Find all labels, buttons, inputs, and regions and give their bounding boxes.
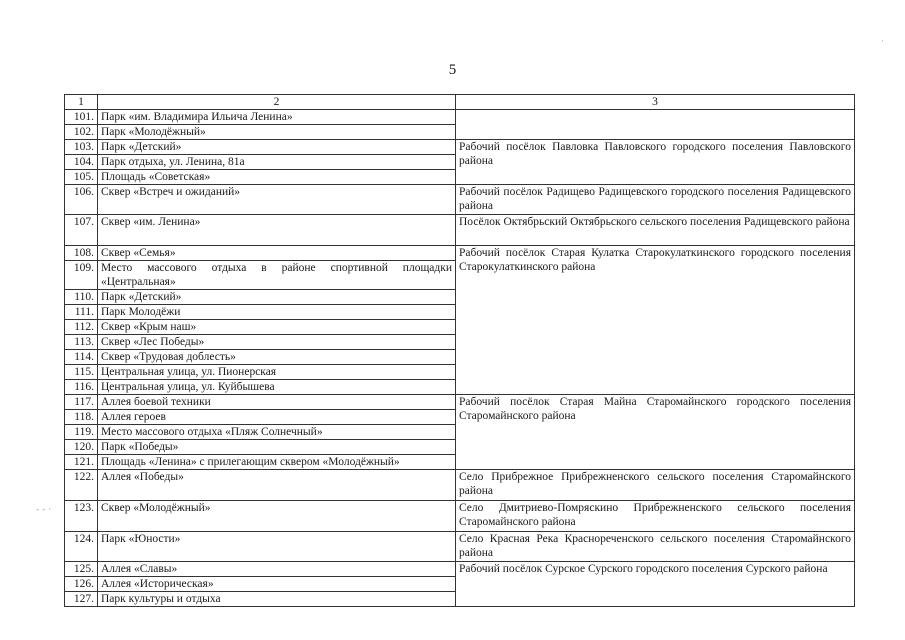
- table-row: [65, 532, 855, 562]
- row-number: 117.: [65, 395, 98, 410]
- row-number: 126.: [65, 577, 98, 592]
- site-name: Аллея «Победы»: [98, 470, 456, 501]
- site-name: Сквер «Лес Победы»: [98, 335, 456, 350]
- locality-cell: Рабочий посёлок Старая Кулатка Старокулаткинского городского поселения Старокулаткинского района: [456, 246, 855, 395]
- table-row: [65, 215, 855, 246]
- row-number: 105.: [65, 170, 98, 185]
- site-name: Сквер «Встреч и ожиданий»: [98, 185, 456, 215]
- table-row: [65, 470, 855, 501]
- locality-cell: Рабочий посёлок Павловка Павловского городского поселения Павловского района: [456, 140, 855, 185]
- row-number: 112.: [65, 320, 98, 335]
- site-name: Парк Молодёжи: [98, 305, 456, 320]
- row-number: 110.: [65, 290, 98, 305]
- row-number: 109.: [65, 261, 98, 290]
- column-header: 3: [456, 95, 855, 110]
- table-row: [65, 110, 855, 125]
- locality-cell: [456, 110, 855, 140]
- site-name: Аллея «Славы»: [98, 562, 456, 577]
- row-number: 122.: [65, 470, 98, 501]
- site-name: Парк «Детский»: [98, 140, 456, 155]
- site-name: Центральная улица, ул. Куйбышева: [98, 380, 456, 395]
- row-number: 115.: [65, 365, 98, 380]
- site-name: Аллея боевой техники: [98, 395, 456, 410]
- row-number: 113.: [65, 335, 98, 350]
- parks-table: [64, 94, 855, 607]
- site-name: Парк «Юности»: [98, 532, 456, 562]
- site-name: Парк культуры и отдыха: [98, 592, 456, 607]
- row-number: 108.: [65, 246, 98, 261]
- row-number: 121.: [65, 455, 98, 470]
- row-number: 118.: [65, 410, 98, 425]
- row-number: 125.: [65, 562, 98, 577]
- table-row: [65, 246, 855, 261]
- site-name: Парк «Детский»: [98, 290, 456, 305]
- column-header: 1: [65, 95, 98, 110]
- locality-cell: Село Дмитриево-Помряскино Прибрежненского сельского поселения Старомайнского района: [456, 501, 855, 532]
- table-row: [65, 185, 855, 215]
- row-number: 104.: [65, 155, 98, 170]
- column-header: 2: [98, 95, 456, 110]
- row-number: 120.: [65, 440, 98, 455]
- site-name: Аллея героев: [98, 410, 456, 425]
- row-number: 106.: [65, 185, 98, 215]
- locality-cell: Посёлок Октябрьский Октябрьского сельского поселения Радищевского района: [456, 215, 855, 246]
- locality-cell: Рабочий посёлок Сурское Сурского городского поселения Сурского района: [456, 562, 855, 607]
- table-row: [65, 395, 855, 410]
- row-number: 119.: [65, 425, 98, 440]
- row-number: 107.: [65, 215, 98, 246]
- site-name: Площадь «Советская»: [98, 170, 456, 185]
- row-number: 116.: [65, 380, 98, 395]
- locality-cell: Рабочий посёлок Радищево Радищевского городского поселения Радищевского района: [456, 185, 855, 215]
- site-name: Парк «им. Владимира Ильича Ленина»: [98, 110, 456, 125]
- scan-speck: ·: [881, 37, 884, 47]
- site-name: Сквер «Трудовая доблесть»: [98, 350, 456, 365]
- site-name: Центральная улица, ул. Пионерская: [98, 365, 456, 380]
- page-number: 5: [448, 62, 457, 78]
- table-row: [65, 501, 855, 532]
- row-number: 127.: [65, 592, 98, 607]
- locality-cell: Село Прибрежное Прибрежненского сельского поселения Старомайнского района: [456, 470, 855, 501]
- site-name: Место массового отдыха «Пляж Солнечный»: [98, 425, 456, 440]
- site-name: Парк отдыха, ул. Ленина, 81а: [98, 155, 456, 170]
- row-number: 103.: [65, 140, 98, 155]
- row-number: 124.: [65, 532, 98, 562]
- site-name: Парк «Победы»: [98, 440, 456, 455]
- site-name: Аллея «Историческая»: [98, 577, 456, 592]
- locality-cell: Село Красная Река Краснореченского сельского поселения Старомайнского района: [456, 532, 855, 562]
- row-number: 123.: [65, 501, 98, 532]
- table-row: [65, 562, 855, 577]
- row-number: 111.: [65, 305, 98, 320]
- locality-cell: Рабочий посёлок Старая Майна Старомайнского городского поселения Старомайнского района: [456, 395, 855, 470]
- row-number: 102.: [65, 125, 98, 140]
- row-number: 101.: [65, 110, 98, 125]
- site-name: Сквер «Семья»: [98, 246, 456, 261]
- table-row: [65, 140, 855, 155]
- site-name: Парк «Молодёжный»: [98, 125, 456, 140]
- site-name: Площадь «Ленина» с прилегающим сквером «Молодёжный»: [98, 455, 456, 470]
- site-name: Место массового отдыха в районе спортивной площадки «Центральная»: [98, 261, 456, 290]
- row-number: 114.: [65, 350, 98, 365]
- site-name: Сквер «им. Ленина»: [98, 215, 456, 246]
- site-name: Сквер «Крым наш»: [98, 320, 456, 335]
- header-row: [65, 95, 855, 110]
- scan-speck: ‐ ‐ ·: [36, 505, 52, 515]
- site-name: Сквер «Молодёжный»: [98, 501, 456, 532]
